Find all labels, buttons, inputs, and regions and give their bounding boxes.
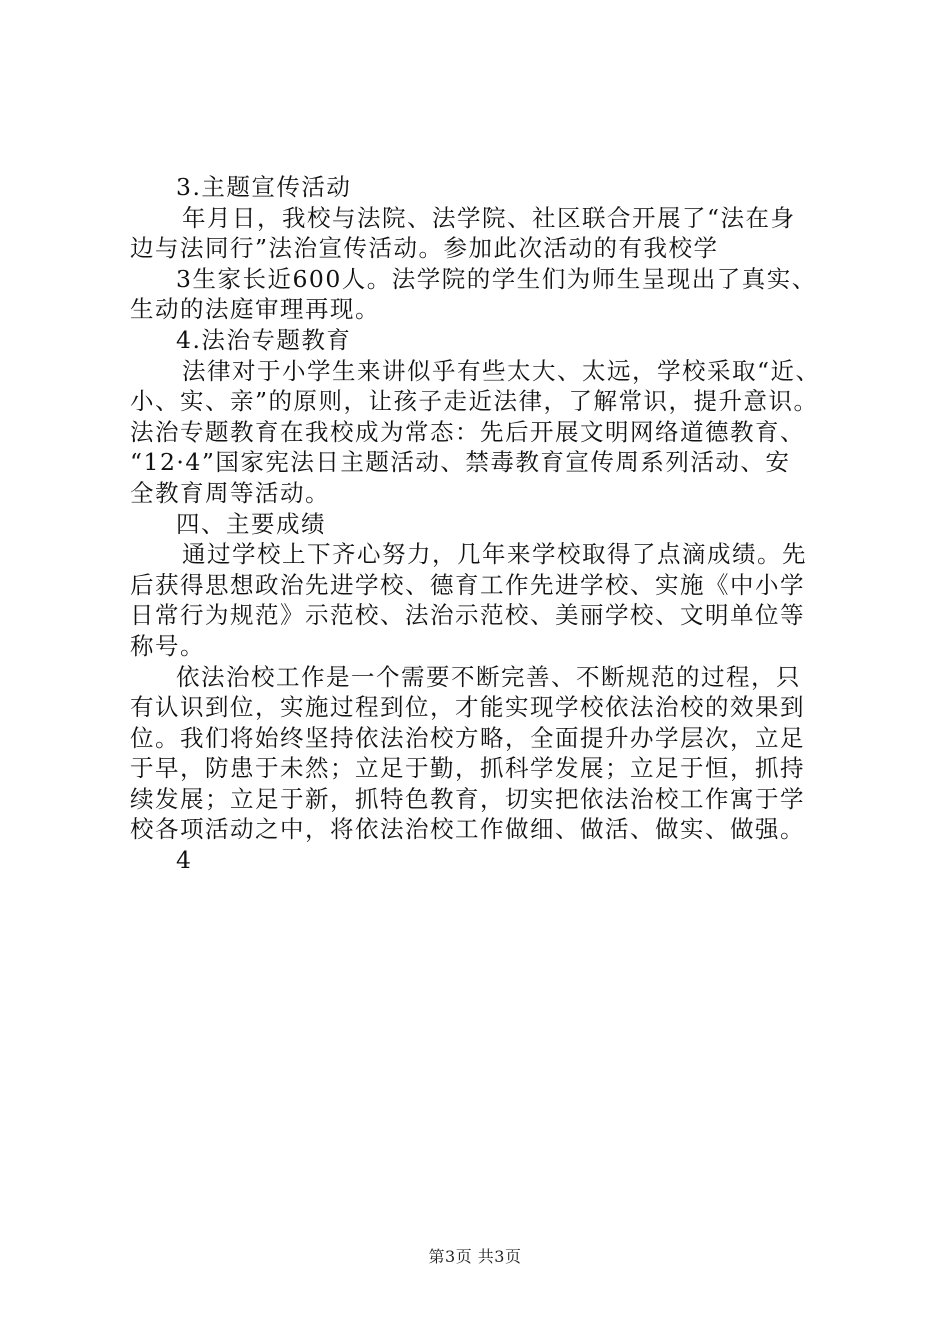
trailing-number: 4 (176, 846, 193, 875)
paragraph-line: 后获得思想政治先进学校、德育工作先进学校、实施《中小学 (130, 570, 805, 599)
paragraph-line: 年月日，我校与法院、法学院、社区联合开展了“法在身 (182, 203, 796, 232)
paragraph-line: 小、实、亲”的原则，让孩子走近法律，了解常识，提升意识。 (130, 387, 819, 416)
section-heading-4: 4.法治专题教育 (176, 325, 352, 354)
paragraph-line: 依法治校工作是一个需要不断完善、不断规范的过程，只 (176, 662, 801, 691)
section-heading-achievements: 四、主要成绩 (176, 509, 326, 538)
paragraph-line: 日常行为规范》示范校、法治示范校、美丽学校、文明单位等 (130, 601, 805, 630)
paragraph-line: 校各项活动之中，将依法治校工作做细、做活、做实、做强。 (130, 815, 805, 844)
paragraph-line: 生动的法庭审理再现。 (130, 295, 380, 324)
paragraph-line: 法律对于小学生来讲似乎有些太大、太远，学校采取“近、 (182, 356, 821, 385)
paragraph-line: 位。我们将始终坚持依法治校方略，全面提升办学层次，立足 (130, 723, 805, 752)
page-footer: 第3页 共3页 (428, 1247, 522, 1266)
paragraph-line: 于早，防患于未然；立足于勤，抓科学发展；立足于恒，抓持 (130, 754, 805, 783)
paragraph-line: 法治专题教育在我校成为常态：先后开展文明网络道德教育、 (130, 417, 805, 446)
paragraph-line: 续发展；立足于新，抓特色教育，切实把依法治校工作寓于学 (130, 784, 805, 813)
paragraph-line: “12·4”国家宪法日主题活动、禁毒教育宣传周系列活动、安 (130, 448, 791, 477)
paragraph-line: 有认识到位，实施过程到位，才能实现学校依法治校的效果到 (130, 693, 805, 722)
paragraph-line: 全教育周等活动。 (130, 478, 330, 507)
paragraph-line: 3生家长近600人。法学院的学生们为师生呈现出了真实、 (176, 264, 817, 293)
paragraph-line: 称号。 (130, 631, 205, 660)
document-body (130, 172, 830, 876)
paragraph-line: 边与法同行”法治宣传活动。参加此次活动的有我校学 (130, 234, 719, 263)
paragraph-line: 通过学校上下齐心努力，几年来学校取得了点滴成绩。先 (182, 540, 807, 569)
section-heading-3: 3.主题宣传活动 (176, 173, 352, 201)
